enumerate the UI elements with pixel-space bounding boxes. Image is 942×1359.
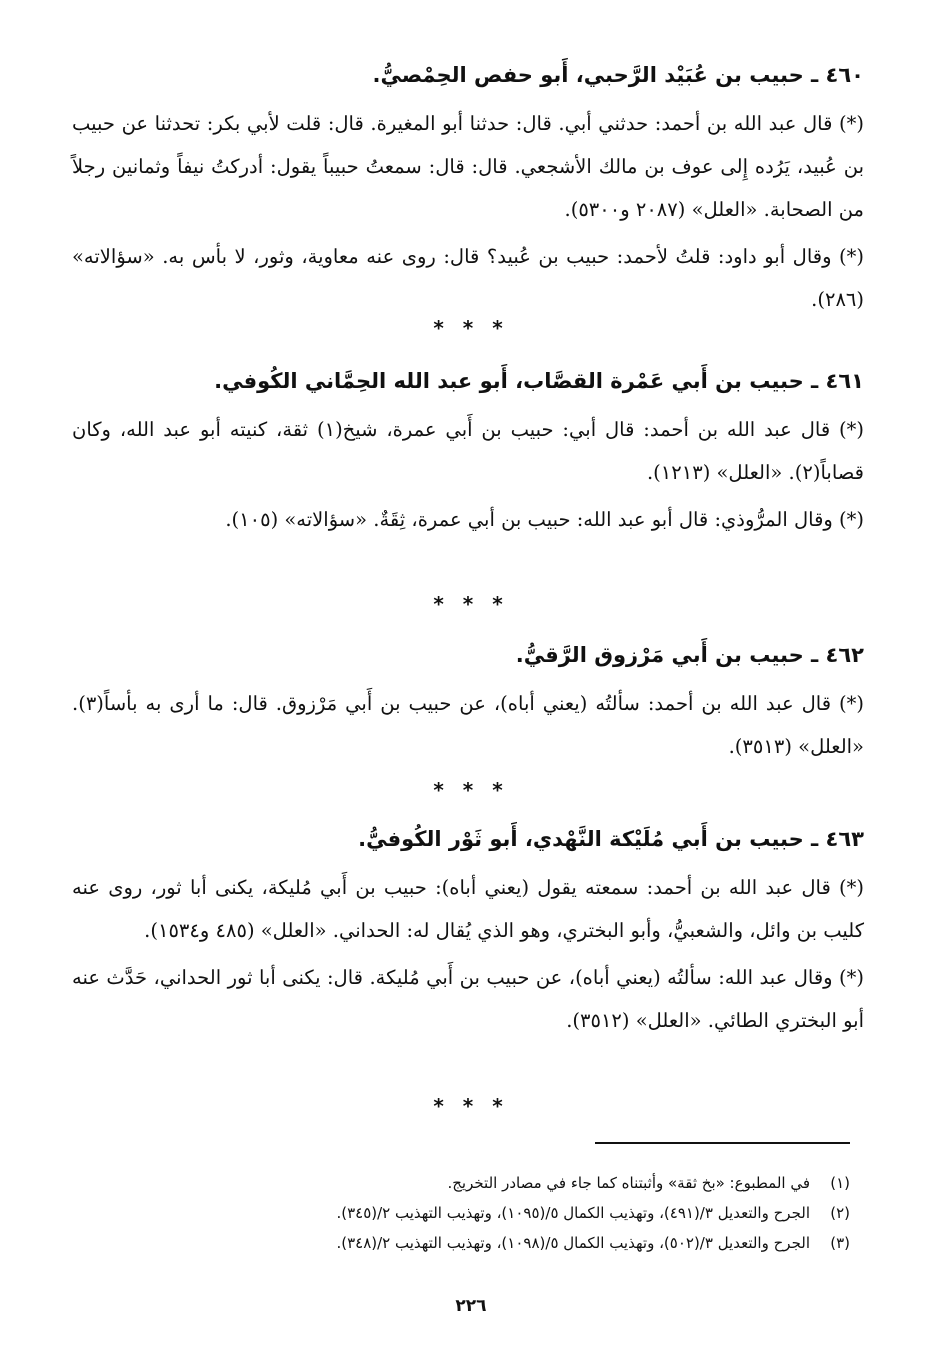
footnote-number: (٣) bbox=[830, 1234, 850, 1252]
entry-heading: ٤٦٢ ـ حبيب بن أَبي مَرْزوق الرَّقيُّ. bbox=[515, 643, 864, 667]
footnote-rule bbox=[595, 1142, 850, 1144]
footnote-2 bbox=[96, 1198, 850, 1228]
entry-heading: ٤٦١ ـ حبيب بن أَبي عَمْرة القصَّاب، أَبو عبد الله الحِمَّاني الكُوفي. bbox=[214, 369, 864, 393]
entry-paragraph: (*) وقال أبو داود: قلتُ لأحمد: حبيب بن عُبيد؟ قال: روى عنه معاوية، وثور، لا بأس به. «سؤالاته» (٢٨٦). bbox=[72, 245, 864, 311]
section-separator: * * * bbox=[433, 592, 509, 616]
footnote-3 bbox=[96, 1228, 850, 1258]
footnote-1 bbox=[96, 1168, 850, 1198]
section-separator: * * * bbox=[433, 778, 509, 802]
entry-paragraph: (*) قال عبد الله بن أحمد: سألتُه (يعني أباه)، عن حبيب بن أَبي مَرْزوق. قال: ما أرى به بأساً(٣). «العلل» (٣٥١٣). bbox=[72, 692, 864, 758]
entry-463 bbox=[72, 822, 864, 1042]
entry-paragraph: (*) قال عبد الله بن أحمد: قال أبي: حبيب بن أَبي عمرة، شيخ(١) ثقة، كنيته أبو عبد الله، وكان قصاباً(٢). «العلل» (١٢١٣). bbox=[72, 418, 864, 484]
section-separator: * * * bbox=[433, 1094, 509, 1118]
entry-heading: ٤٦٣ ـ حبيب بن أَبي مُلَيْكة النَّهْدي، أَبو ثَوْر الكُوفيُّ. bbox=[358, 827, 864, 851]
entry-paragraph: (*) قال عبد الله بن أحمد: سمعته يقول (يعني أباه): حبيب بن أَبي مُليكة، يكنى أبا ثور، روى عنه كليب بن وائل، والشعبيُّ، وأبو البختري، وهو الذي يُقال له: الحداني. «العلل» (٤٨٥ و١٥٣٤). bbox=[72, 876, 864, 942]
entry-paragraph: (*) وقال المرُّوذي: قال أبو عبد الله: حبيب بن أبي عمرة، ثِقَةٌ. «سؤالاته» (١٠٥). bbox=[225, 508, 864, 531]
entry-paragraph: (*) قال عبد الله بن أحمد: حدثني أبي. قال: حدثنا أبو المغيرة. قال: قلت لأبي بكر: تحدثنا عن حبيب بن عُبيد، يَرُده إِلى عوف بن مالك الأشجعي. قال: قال: سمعتُ حبيباً يقول: أدركتُ نيفاً وثمانين رجلاً من الصحابة. «العلل» (٢٠٨٧ و٥٣٠٠). bbox=[72, 112, 864, 221]
footnotes bbox=[96, 1168, 850, 1258]
entry-paragraph: (*) وقال عبد الله: سألتُه (يعني أباه)، عن حبيب بن أَبي مُليكة. قال: يكنى أبا ثور الحداني، حَدَّث عنه أبو البختري الطائي. «العلل» (٣٥١٢). bbox=[72, 966, 864, 1032]
footnote-number: (٢) bbox=[830, 1204, 850, 1222]
entry-462 bbox=[72, 638, 864, 768]
entry-heading: ٤٦٠ ـ حبيب بن عُبَيْد الرَّحبي، أَبو حفص الحِمْصيُّ. bbox=[372, 63, 864, 87]
entry-460 bbox=[72, 58, 864, 321]
entry-461 bbox=[72, 364, 864, 541]
footnote-text: الجرح والتعديل ٣/(٥٠٢)، وتهذيب الكمال ٥/(١٠٩٨)، وتهذيب التهذيب ٢/(٣٤٨). bbox=[336, 1234, 810, 1252]
section-separator: * * * bbox=[433, 316, 509, 340]
page-number: ٢٢٦ bbox=[455, 1296, 487, 1316]
footnote-number: (١) bbox=[830, 1174, 850, 1192]
footnote-text: في المطبوع: «بخ ثقة» وأثبتناه كما جاء في مصادر التخريج. bbox=[447, 1174, 810, 1192]
footnote-text: الجرح والتعديل ٣/(٤٩١)، وتهذيب الكمال ٥/(١٠٩٥)، وتهذيب التهذيب ٢/(٣٤٥). bbox=[336, 1204, 810, 1222]
